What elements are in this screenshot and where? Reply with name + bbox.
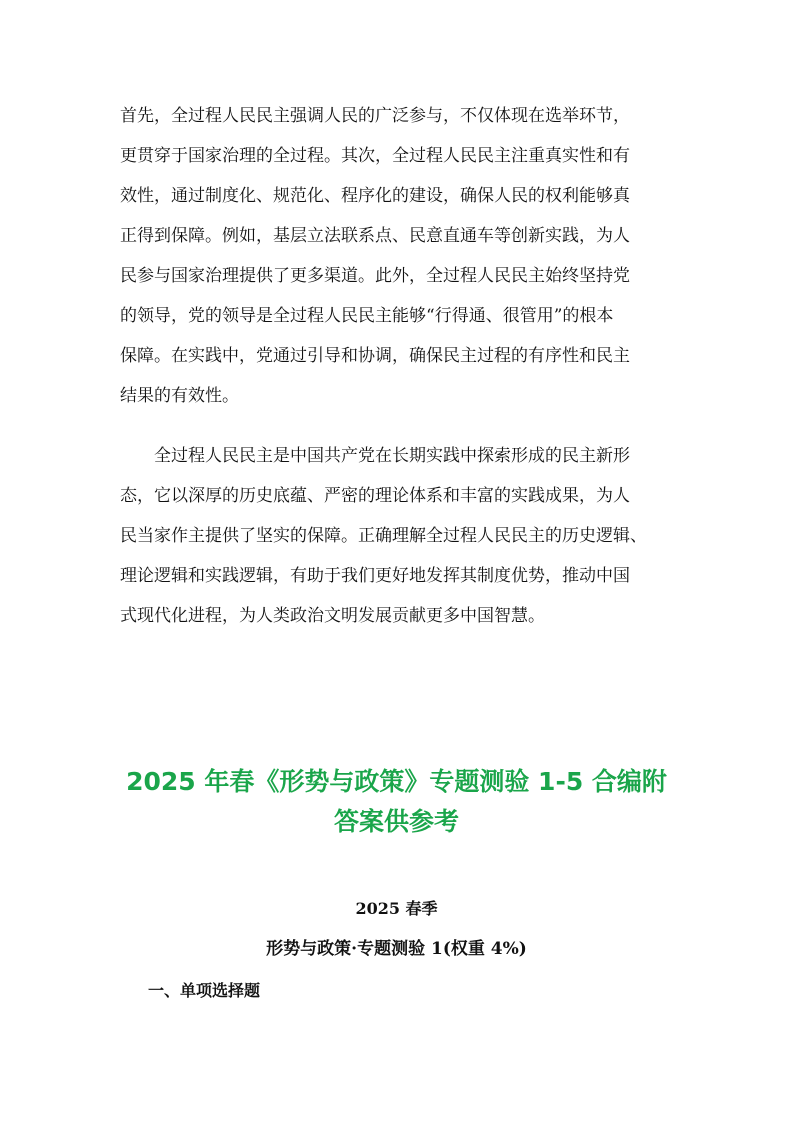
paragraph-line: 结果的有效性。: [120, 386, 239, 406]
paragraph-line: 正得到保障。例如，基层立法联系点、民意直通车等创新实践，为人: [120, 226, 630, 246]
paragraph-line: 民当家作主提供了坚实的保障。正确理解全过程人民民主的历史逻辑、: [120, 526, 647, 546]
paragraph-line: 民参与国家治理提供了更多渠道。此外，全过程人民民主始终坚持党: [120, 266, 630, 286]
paragraph-line: 全过程人民民主是中国共产党在长期实践中探索形成的民主新形: [120, 446, 630, 466]
paragraph-line: 态，它以深厚的历史底蕴、严密的理论体系和丰富的实践成果，为人: [120, 486, 630, 506]
paragraph-line: 保障。在实践中，党通过引导和协调，确保民主过程的有序性和民主: [120, 346, 630, 366]
paragraph-line: 的领导，党的领导是全过程人民民主能够“行得通、很管用”的根本: [120, 306, 614, 326]
paragraph-line: 式现代化进程，为人类政治文明发展贡献更多中国智慧。: [120, 606, 545, 626]
paragraph-line: 效性，通过制度化、规范化、程序化的建设，确保人民的权利能够真: [120, 186, 630, 206]
paragraph-line: 首先，全过程人民民主强调人民的广泛参与，不仅体现在选举环节，: [120, 106, 630, 126]
season-heading: 2025 春季: [355, 899, 438, 918]
body-paragraph: [120, 96, 686, 416]
test-heading: 形势与政策·专题测验 1(权重 4%): [266, 939, 527, 959]
paragraph-line: 更贯穿于国家治理的全过程。其次，全过程人民民主注重真实性和有: [120, 146, 630, 166]
paragraph-line: 理论逻辑和实践逻辑，有助于我们更好地发挥其制度优势，推动中国: [120, 566, 630, 586]
document-title-line-2: 答案供参考: [333, 807, 459, 836]
section-heading: 一、单项选择题: [148, 981, 261, 1000]
document-title: [100, 762, 693, 842]
document-title-line-1: 2025 年春《形势与政策》专题测验 1-5 合编附: [126, 767, 667, 796]
body-paragraph: [120, 436, 686, 636]
